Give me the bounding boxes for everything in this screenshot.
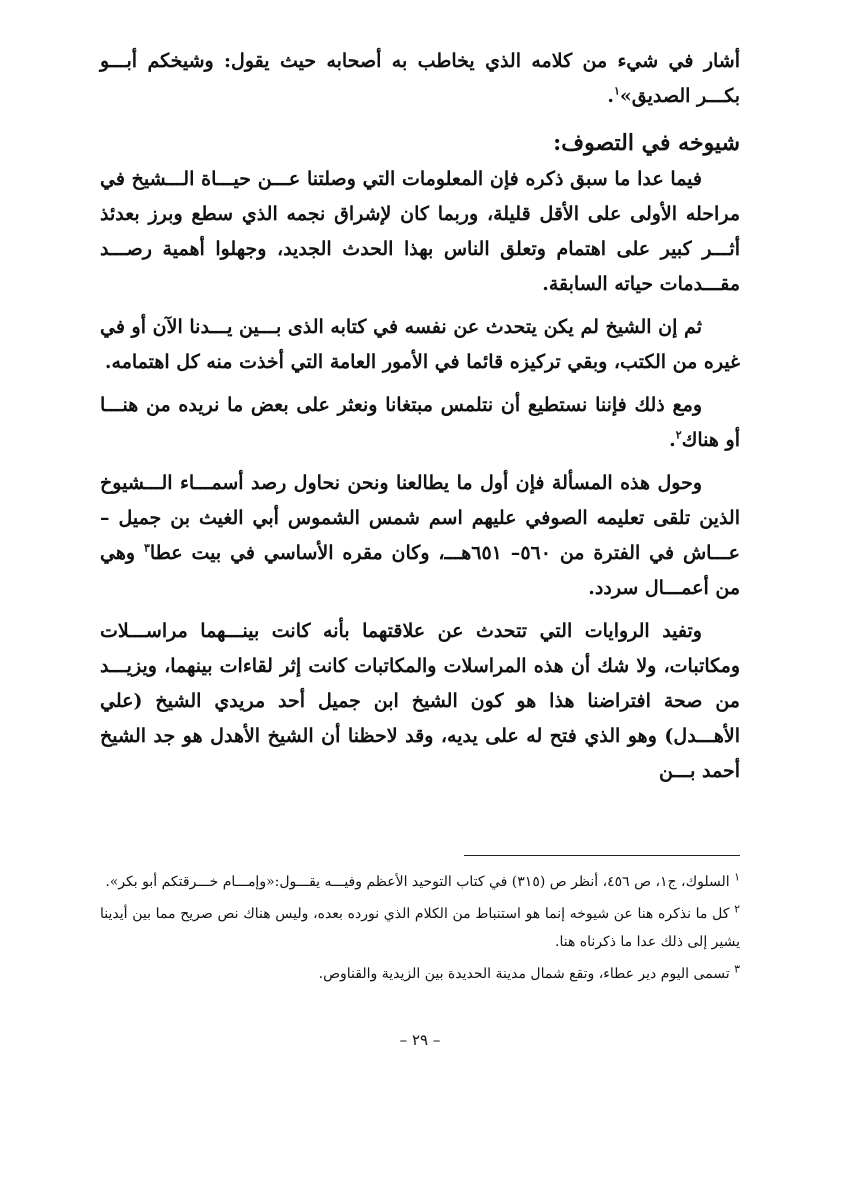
footnote-1: $^١$ السلوك، ج١، ص ٤٥٦، أنظر ص (٣١٥) في كتاب التوحيد الأعظم وفيـــه يقـــول:«وإمـــام خـــرقتكم أبو بكر». (105, 870, 740, 890)
paragraph-3: ثم إن الشيخ لم يكن يتحدث عن نفسه في كتابه الذى بـــين يـــدنا الآن أو في غيره من الكتب، وبقي تركيزه قائما في الأمور العامة التي أخذت منه كل اهتمامه. (100, 316, 740, 373)
section-heading: شيوخه في التصوف: (553, 130, 740, 156)
footnote-number-3: ٣ (734, 962, 740, 976)
paragraph-2: فيما عدا ما سبق ذكره فإن المعلومات التي وصلتنا عـــن حيـــاة الـــشيخ في مراحله الأولى على الأقل قليلة، وربما كان لإشراق نجمه الذي سطع وبرز بعدئذ أثـــر كبير على اهتمام وتعلق الناس بهذا الحدث الجديد، وجهلوا أهمية رصـــد مقـــدمات حياته السابقة. (100, 168, 740, 295)
footnote-ref-3[interactable]: ٣ (143, 541, 150, 555)
footnote-number-2: ٢ (734, 902, 741, 916)
main-text (100, 44, 740, 797)
footnote-ref-2[interactable]: ٢ (675, 428, 682, 442)
footnote-separator (464, 855, 740, 856)
footnote-number-1: ١ (734, 870, 740, 884)
footnote-2: $^٢$ كل ما نذكره هنا عن شيوخه إنما هو استنباط من الكلام الذي نورده بعده، وليس هناك نص صريح مما بين أيدينا يشير إلى ذلك عدا ما ذكرناه هنا. (100, 902, 741, 950)
page-number: – ٢٩ – (399, 1031, 441, 1049)
footnotes (100, 868, 740, 992)
paragraph-1: أشار في شيء من كلامه الذي يخاطب به أصحابه حيث يقول: وشيخكم أبـــو بكـــر الصديق»$^١$. (100, 50, 740, 107)
paragraph-5: وحول هذه المسألة فإن أول ما يطالعنا ونحن نحاول رصد أسمـــاء الـــشيوخ الذين تلقى تعليمه الصوفي عليهم اسم شمس الشموس أبي الغيث بن جميل –عـــاش في الفترة من ٥٦٠– ٦٥١هـــ، وكان مقره الأساسي في بيت عطا$^٣$ وهي من أعمـــال سردد. (100, 472, 741, 599)
footnote-3: $^٣$ تسمى اليوم دير عطاء، وتقع شمال مدينة الحديدة بين الزيدية والقناوص. (318, 962, 740, 982)
footnote-ref-1[interactable]: ١ (613, 84, 620, 98)
paragraph-6: وتفيد الروايات التي تتحدث عن علاقتهما بأنه كانت بينـــهما مراســـلات ومكاتبات، ولا شك أن هذه المراسلات والمكاتبات كانت إثر لقاءات بينهما، ويزيـــد من صحة افتراضنا هذا هو كون الشيخ ابن جميل أحد مريدي الشيخ (علي الأهـــدل) وهو الذي فتح له على يديه، وقد لاحظنا أن الشيخ الأهدل هو جد الشيخ أحمد بـــن (100, 620, 740, 782)
paragraph-4: ومع ذلك فإننا نستطيع أن نتلمس مبتغانا ونعثر على بعض ما نريده من هنـــا أو هناك$^٢$. (100, 394, 740, 451)
